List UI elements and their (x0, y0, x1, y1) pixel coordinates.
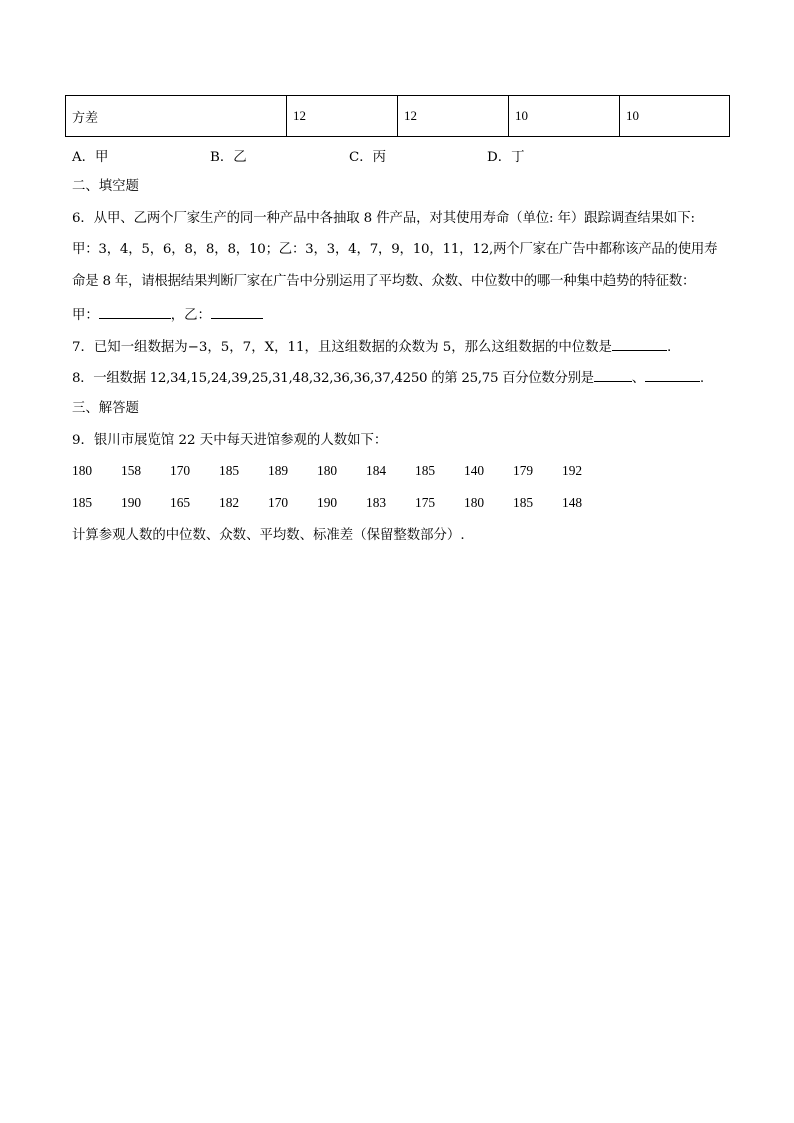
visitor-count: 184 (366, 463, 387, 478)
visitor-count: 190 (121, 495, 142, 510)
option-a: A．甲 (72, 150, 109, 165)
visitor-count: 185 (415, 463, 436, 478)
period: . (666, 340, 672, 355)
variance-label: 方差 (66, 96, 287, 137)
separator: 、 (631, 371, 645, 386)
question-7 (72, 337, 671, 357)
question-9-task: 计算参观人数的中位数、众数、平均数、标准差（保留整数部分）. (72, 528, 465, 543)
section-heading-solve: 三、解答题 (72, 401, 139, 416)
option-d: D．丁 (487, 150, 525, 165)
visitor-count: 183 (366, 495, 387, 510)
visitor-count: 192 (562, 463, 583, 478)
answer-blank-jia[interactable] (99, 305, 171, 319)
question-6-answer-line (72, 305, 263, 325)
variance-value: 10 (509, 96, 620, 137)
answer-blank-q8-second[interactable] (645, 368, 700, 382)
answer-blank-q7[interactable] (612, 337, 667, 351)
visitor-count: 158 (121, 463, 142, 478)
visitor-count: 165 (170, 495, 191, 510)
question-6-line-1: 6．从甲、乙两个厂家生产的同一种产品中各抽取 8 件产品，对其使用寿命（单位: 年）跟踪调查结果如下: (72, 211, 695, 226)
visitor-count: 180 (317, 463, 338, 478)
question-8 (72, 368, 704, 388)
variance-value: 12 (398, 96, 509, 137)
visitor-count: 140 (464, 463, 485, 478)
visitor-count: 185 (513, 495, 534, 510)
question-9-intro: 9．银川市展览馆 22 天中每天进馆参观的人数如下： (72, 433, 388, 448)
variance-table (65, 95, 730, 137)
visitor-count: 148 (562, 495, 583, 510)
visitor-count: 185 (72, 495, 93, 510)
visitor-count: 182 (219, 495, 240, 510)
visitor-count: 185 (219, 463, 240, 478)
yi-label: ，乙： (170, 308, 211, 323)
visitor-count: 170 (170, 463, 191, 478)
jia-label: 甲： (72, 308, 99, 323)
section-heading-fill-blank: 二、填空题 (72, 179, 139, 194)
question-6-line-2: 甲：3，4，5，6，8，8，8，10；乙：3，3，4，7，9，10，11，12,两个厂家在广告中都称该产品的使用寿 (72, 242, 718, 257)
visitor-count: 189 (268, 463, 289, 478)
question-7-text: 7．已知一组数据为−3，5，7，X，11，且这组数据的众数为 5，那么这组数据的中位数是 (72, 340, 612, 355)
visitor-count: 175 (415, 495, 436, 510)
answer-blank-q8-first[interactable] (594, 368, 632, 382)
visitor-count: 170 (268, 495, 289, 510)
question-8-text: 8．一组数据 12,34,15,24,39,25,31,48,32,36,36,37,4250 的第 25,75 百分位数分别是 (72, 371, 594, 386)
variance-value: 12 (287, 96, 398, 137)
option-b: B．乙 (210, 150, 247, 165)
variance-row (66, 96, 730, 137)
option-c: C．丙 (349, 150, 387, 165)
visitor-count: 179 (513, 463, 534, 478)
visitor-count: 180 (464, 495, 485, 510)
answer-blank-yi[interactable] (211, 305, 263, 319)
visitor-count: 190 (317, 495, 338, 510)
period: . (699, 371, 704, 386)
question-6-line-3: 命是 8 年，请根据结果判断厂家在广告中分别运用了平均数、众数、中位数中的哪一种集中趋势的特征数： (72, 274, 696, 289)
variance-value: 10 (620, 96, 730, 137)
visitor-count: 180 (72, 463, 93, 478)
